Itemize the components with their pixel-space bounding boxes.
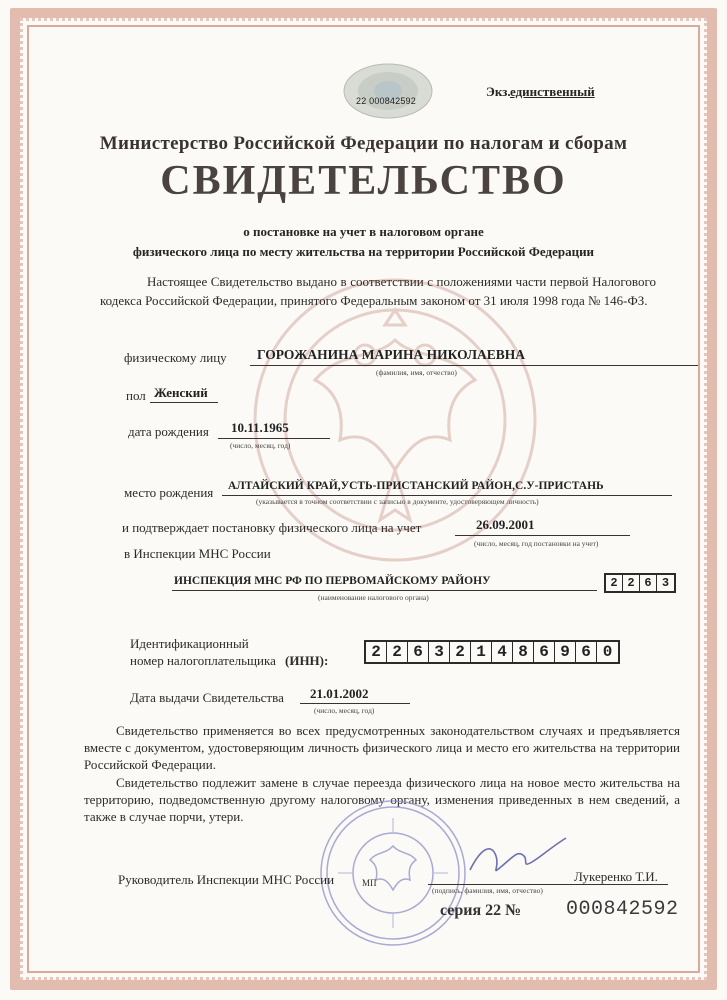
head-hint: (подпись, фамилия, имя, отчество) [432,886,543,895]
inspection-underline [172,590,597,591]
inn-digit: 6 [534,642,555,662]
inn-digit: 9 [555,642,576,662]
document-title: СВИДЕТЕЛЬСТВО [160,158,567,204]
official-stamp-icon [318,798,468,948]
birth-date-label: дата рождения [128,424,209,439]
sex-label: пол [126,388,146,403]
issue-date-value: 21.01.2002 [310,686,369,701]
birth-place-label: место рождения [124,485,214,500]
inspection-code-digit: 2 [606,575,623,591]
birth-date-hint: (число, месяц, год) [230,441,291,450]
person-label: физическому лицу [124,350,227,365]
inspection-code-digit: 6 [640,575,657,591]
inn-digit: 6 [576,642,597,662]
subtitle-line-2: физического лица по месту жительства на территории Российской Федерации [132,244,595,259]
inspection-name-value: ИНСПЕКЦИЯ МНС РФ ПО ПЕРВОМАЙСКОМУ РАЙОНУ [174,575,491,587]
ministry-name: Министерство Российской Федерации по налогам и сборам [99,133,628,154]
inn-digit: 8 [513,642,534,662]
issue-date-hint: (число, месяц, год) [314,706,375,715]
inn-digit: 2 [387,642,408,662]
head-label: Руководитель Инспекции МНС России [118,872,335,887]
birth-place-underline [222,495,672,496]
intro-paragraph: Настоящее Свидетельство выдано в соответствии с положениями части первой Налогового кодекса Российской Федерации, принятого Федеральным законом от 31 июля 1998 года № 146-ФЗ. [100,274,656,308]
issue-date-label: Дата выдачи Свидетельства [130,690,284,705]
inspection-code-digit: 2 [623,575,640,591]
sex-value: Женский [154,385,208,400]
subtitle-line-1: о постановке на учет в налоговом органе [243,224,484,239]
inspection-hint: (наименование налогового органа) [318,593,429,602]
series-label: серия 22 № [440,902,522,919]
head-name: Лукеренко Т.И. [574,869,658,884]
person-hint: (фамилия, имя, отчество) [376,368,457,377]
registration-hint: (число, месяц, год постановки на учет) [474,539,599,548]
inspection-label: в Инспекции МНС России [124,546,271,561]
birth-date-underline [218,438,330,439]
inn-label-line-2: номер налогоплательщика [130,653,276,668]
issue-date-underline [300,703,410,704]
inspection-code-digit: 3 [661,576,670,590]
replacement-paragraph: Свидетельство подлежит замене в случае переезда физического лица на новое место жительства на территорию, подведомственную другому налоговому органу, изменения приведенных в нем сведений, а также в случае порчи, утери. [84,775,680,824]
person-underline [250,365,698,366]
birth-date-value: 10.11.1965 [231,420,289,435]
registration-underline [455,535,630,536]
series-number: 000842592 [566,898,679,921]
usage-paragraph: Свидетельство применяется во всех предусмотренных законодательством случаях и предъявляется вместе с документом, удостоверяющим личность физического лица и место его жительства на территории Российской Федерации. [84,723,680,772]
inn-digit: 0 [602,643,613,661]
inn-digit: 6 [408,642,429,662]
inn-digit: 3 [429,642,450,662]
birth-place-value: АЛТАЙСКИЙ КРАЙ,УСТЬ-ПРИСТАНСКИЙ РАЙОН,С.У-ПРИСТАНЬ [228,480,604,492]
inn-label-line-1: Идентификационный [130,636,249,651]
signature-icon [462,826,572,886]
sex-underline [150,402,218,403]
inn-digit: 4 [492,642,513,662]
hologram-seal-icon [342,62,434,120]
person-name-value: ГОРОЖАНИНА МАРИНА НИКОЛАЕВНА [257,347,526,362]
stamp-place-mark: МП [362,878,377,888]
copy-value: единственный [510,84,595,99]
inn-digit-boxes [364,640,620,664]
hologram-number: 22 000842592 [356,96,416,106]
copy-label: Экз. [486,84,511,99]
inn-digit: 2 [366,642,387,662]
birth-place-hint: (указывается в точном соответствии с записью в документе, удостоверяющем личность) [256,497,539,506]
registration-label: и подтверждает постановку физического лица на учет [122,520,422,535]
inspection-code-boxes [604,573,676,593]
registration-date-value: 26.09.2001 [476,517,535,532]
inn-digit: 2 [450,642,471,662]
inn-digit: 1 [471,642,492,662]
inn-label-abbrev: (ИНН): [285,653,329,668]
